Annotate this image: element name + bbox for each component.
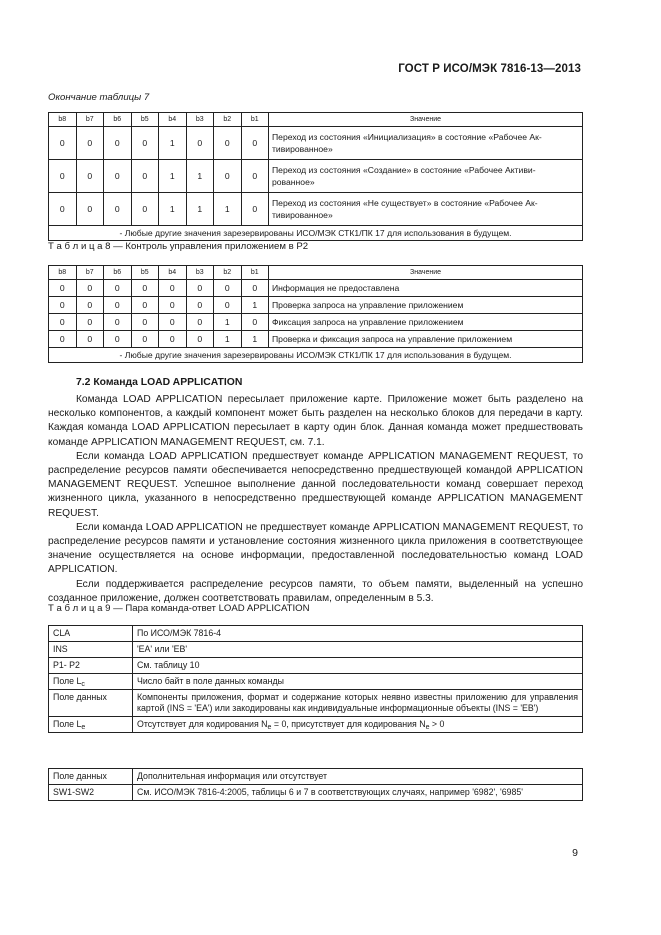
bit-cell: 0 (49, 160, 77, 193)
bit-cell: 0 (104, 127, 132, 160)
bit-cell: 1 (241, 331, 269, 348)
table8-note: - Любые другие значения зарезервированы ИСО/МЭК СТК1/ПК 17 для использования в будущем. (49, 348, 583, 363)
value-cell (269, 160, 583, 193)
table-row (49, 785, 583, 801)
table7-caption: Окончание таблицы 7 (48, 92, 150, 103)
value-subscript: e (425, 724, 430, 731)
table7 (48, 112, 583, 241)
bit-cell: 1 (241, 297, 269, 314)
bit-header: b3 (186, 266, 214, 280)
table8-header-row (49, 266, 583, 280)
key-cell (49, 674, 133, 690)
bit-header: b7 (76, 113, 104, 127)
body-text (48, 393, 583, 606)
bit-cell: 0 (76, 160, 104, 193)
bit-cell: 0 (76, 193, 104, 226)
value-line: рованное» (272, 177, 315, 187)
page-number: 9 (572, 847, 578, 859)
table-row (49, 717, 583, 733)
bit-cell: 1 (159, 127, 187, 160)
table-row (49, 314, 583, 331)
value-header: Значение (269, 266, 583, 280)
value-text: > 0 (429, 719, 445, 729)
table-row (49, 297, 583, 314)
value-cell: См. ИСО/МЭК 7816-4:2005, таблицы 6 и 7 в соответствующих случаях, например '6982', '6985' (133, 785, 583, 801)
bit-cell: 0 (104, 331, 132, 348)
value-cell: Фиксация запроса на управление приложением (269, 314, 583, 331)
bit-cell: 0 (76, 314, 104, 331)
value-subscript: e (267, 724, 272, 731)
bit-header: b1 (241, 266, 269, 280)
bit-cell: 0 (159, 331, 187, 348)
paragraph: Если команда LOAD APPLICATION предшествует команде APPLICATION MANAGEMENT REQUEST, то распределение ресурсов памяти обеспечивается непосредственно предшествующей командой APPLICATION MANAGEMENT REQUEST. Успешное выполнение данной последовательности команд совершает переход жизненного цикла, указанного в непосредственно предшествующей команде APPLICATION MANAGEMENT REQUEST. (48, 450, 583, 519)
bit-header: b4 (159, 113, 187, 127)
bit-cell: 1 (186, 193, 214, 226)
section-title: 7.2 Команда LOAD APPLICATION (76, 377, 243, 388)
bit-cell: 0 (76, 127, 104, 160)
bit-header: b6 (104, 266, 132, 280)
bit-header: b2 (214, 113, 242, 127)
value-cell: Дополнительная информация или отсутствует (133, 769, 583, 785)
bit-cell: 0 (214, 127, 242, 160)
table8-note-row (49, 348, 583, 363)
table9-caption-text: 9 — Пара команда-ответ LOAD APPLICATION (105, 603, 310, 614)
bit-cell: 1 (214, 193, 242, 226)
value-cell (269, 193, 583, 226)
key-cell: CLA (49, 626, 133, 642)
bit-header: b8 (49, 266, 77, 280)
bit-header: b1 (241, 113, 269, 127)
bit-cell: 0 (214, 280, 242, 297)
bit-cell: 0 (104, 160, 132, 193)
bit-cell: 0 (131, 314, 159, 331)
bit-cell: 1 (159, 193, 187, 226)
bit-header: b6 (104, 113, 132, 127)
table-row (49, 769, 583, 785)
value-line: тивированное» (272, 144, 333, 154)
value-text: Отсутствует для кодирования N (137, 719, 268, 729)
table-row (49, 642, 583, 658)
bit-cell: 1 (214, 314, 242, 331)
value-cell: Число байт в поле данных команды (133, 674, 583, 690)
table7-note: - Любые другие значения зарезервированы ИСО/МЭК СТК1/ПК 17 для использования в будущем. (49, 226, 583, 241)
bit-cell: 0 (49, 127, 77, 160)
bit-cell: 0 (49, 314, 77, 331)
bit-cell: 0 (131, 280, 159, 297)
table7-header-row (49, 113, 583, 127)
paragraph: Если команда LOAD APPLICATION не предшествует команде APPLICATION MANAGEMENT REQUEST, то распределение ресурсов памяти и установление состояния жизненного цикла приложения в соответствующее значение осуществляется на основе информации, предоставленной последовательностью команд LOAD APPLICATION. (48, 521, 583, 576)
table-row (49, 658, 583, 674)
table-row (49, 626, 583, 642)
paragraph: Если поддерживается распределение ресурсов памяти, то объем памяти, выделенный на успешно созданное приложение, должен соответствовать правилам, определенным в 5.3. (48, 578, 583, 604)
doc-code-header: ГОСТ Р ИСО/МЭК 7816-13—2013 (398, 63, 581, 75)
bit-cell: 0 (131, 331, 159, 348)
key-cell (49, 717, 133, 733)
bit-cell: 0 (76, 331, 104, 348)
bit-cell: 0 (186, 280, 214, 297)
bit-cell: 0 (131, 297, 159, 314)
bit-cell: 0 (214, 297, 242, 314)
value-cell: 'EA' или 'EB' (133, 642, 583, 658)
bit-cell: 0 (131, 127, 159, 160)
bit-cell: 0 (104, 314, 132, 331)
value-line: Переход из состояния «Создание» в состояние «Рабочее Активи- (272, 165, 536, 175)
bit-cell: 0 (241, 127, 269, 160)
bit-cell: 1 (214, 331, 242, 348)
value-cell: Проверка и фиксация запроса на управление приложением (269, 331, 583, 348)
table8-caption (48, 241, 308, 252)
bit-header: b2 (214, 266, 242, 280)
bit-header: b3 (186, 113, 214, 127)
bit-header: b5 (131, 113, 159, 127)
bit-cell: 0 (49, 297, 77, 314)
value-cell: См. таблицу 10 (133, 658, 583, 674)
key-subscript: e (81, 724, 86, 731)
value-cell: Информация не предоставлена (269, 280, 583, 297)
table-row (49, 127, 583, 160)
table9 (48, 625, 583, 733)
bit-cell: 0 (241, 160, 269, 193)
bit-cell: 0 (49, 331, 77, 348)
key-text: Поле L (53, 719, 82, 729)
value-cell (133, 717, 583, 733)
bit-cell: 0 (241, 314, 269, 331)
bit-cell: 0 (186, 314, 214, 331)
bit-cell: 0 (186, 297, 214, 314)
value-line: Переход из состояния «Не существует» в состояние «Рабочее Ак- (272, 198, 538, 208)
bit-cell: 0 (159, 297, 187, 314)
bit-cell: 0 (104, 297, 132, 314)
key-cell: SW1-SW2 (49, 785, 133, 801)
bit-header: b8 (49, 113, 77, 127)
table-row (49, 674, 583, 690)
bit-cell: 0 (214, 160, 242, 193)
table7-note-row (49, 226, 583, 241)
bit-header: b4 (159, 266, 187, 280)
bit-cell: 0 (186, 331, 214, 348)
bit-cell: 0 (241, 193, 269, 226)
table8-caption-label: Т а б л и ц а (48, 241, 103, 252)
bit-cell: 0 (241, 280, 269, 297)
table8 (48, 265, 583, 363)
bit-cell: 0 (131, 193, 159, 226)
value-cell: По ИСО/МЭК 7816-4 (133, 626, 583, 642)
key-cell: P1- P2 (49, 658, 133, 674)
value-line: Переход из состояния «Инициализация» в состояние «Рабочее Ак- (272, 132, 542, 142)
bit-cell: 0 (49, 280, 77, 297)
bit-cell: 0 (76, 297, 104, 314)
bit-cell: 0 (186, 127, 214, 160)
bit-cell: 0 (131, 160, 159, 193)
key-subscript: c (81, 681, 85, 688)
value-line: тивированное» (272, 210, 333, 220)
value-cell: Компоненты приложения, формат и содержание которых неявно известны приложению для управления картой (INS = 'EA') или закодированы как индивидуальные информационные объекты (INS = 'EB') (133, 690, 583, 717)
table10 (48, 768, 583, 801)
table-row (49, 331, 583, 348)
bit-cell: 0 (104, 280, 132, 297)
table-row (49, 193, 583, 226)
table-row (49, 690, 583, 717)
bit-cell: 0 (76, 280, 104, 297)
table9-caption-label: Т а б л и ц а (48, 603, 103, 614)
value-cell: Проверка запроса на управление приложением (269, 297, 583, 314)
bit-cell: 0 (159, 280, 187, 297)
key-cell: Поле данных (49, 690, 133, 717)
bit-cell: 0 (159, 314, 187, 331)
bit-cell: 1 (186, 160, 214, 193)
table8-caption-text: 8 — Контроль управления приложением в Р2 (105, 241, 309, 252)
key-text: Поле L (53, 676, 82, 686)
key-cell: Поле данных (49, 769, 133, 785)
value-header: Значение (269, 113, 583, 127)
paragraph: Команда LOAD APPLICATION пересылает приложение карте. Приложение может быть разделено на несколько компонентов, а каждый компонент может быть разделен на несколько блоков для передачи в карту. Каждая команда LOAD APPLICATION пересылает в карту один блок. Данная команда может предшествовать команде APPLICATION MANAGEMENT REQUEST, см. 7.1. (48, 394, 583, 448)
bit-header: b5 (131, 266, 159, 280)
key-cell: INS (49, 642, 133, 658)
value-cell (269, 127, 583, 160)
table-row (49, 160, 583, 193)
value-text: = 0, присутствует для кодирования N (271, 719, 426, 729)
bit-cell: 0 (49, 193, 77, 226)
table9-caption (48, 603, 310, 614)
bit-header: b7 (76, 266, 104, 280)
bit-cell: 0 (104, 193, 132, 226)
bit-cell: 1 (159, 160, 187, 193)
table-row (49, 280, 583, 297)
